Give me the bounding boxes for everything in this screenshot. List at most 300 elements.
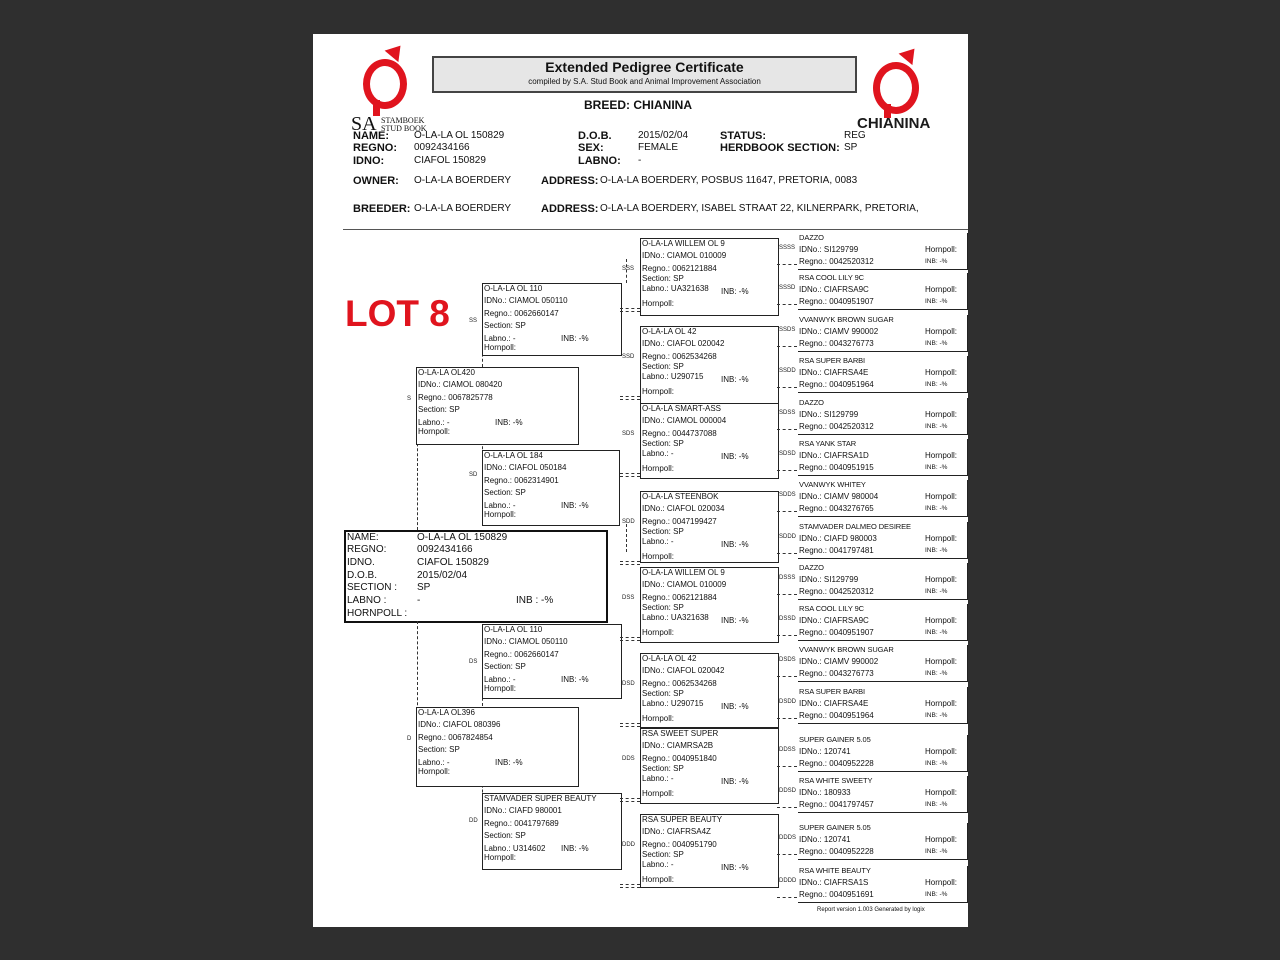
gen4-hornpoll-text: Hornpoll: bbox=[925, 368, 958, 377]
gen3-lab-text: Labno.: - bbox=[642, 449, 674, 458]
box-inb-text: INB: -% bbox=[561, 844, 589, 853]
gen3-inb-text: INB: -% bbox=[721, 777, 749, 786]
gen4-name-text: DAZZO bbox=[799, 563, 824, 572]
gen4-hornpoll-text: Hornpoll: bbox=[925, 747, 958, 756]
gen4-id-text: IDNo.: CIAMV 990002 bbox=[799, 657, 879, 666]
relationship-code: S bbox=[407, 396, 412, 402]
herdbook-label: HERDBOOK SECTION: bbox=[720, 142, 840, 154]
gen4-inb-text: INB: -% bbox=[925, 891, 948, 898]
herdbook-value: SP bbox=[844, 142, 858, 153]
gen4-ancestor-box bbox=[798, 687, 968, 724]
gen4-reg-text: Regno.: 0043276773 bbox=[799, 669, 874, 678]
box-id-text: IDNo.: CIAFOL 050184 bbox=[484, 463, 567, 472]
sire-box bbox=[416, 367, 579, 445]
gen4-inb-text: INB: -% bbox=[925, 423, 948, 430]
gen3-reg-text: Regno.: 0062121884 bbox=[642, 264, 717, 273]
gen3-name-text: O-LA-LA OL 42 bbox=[642, 327, 697, 336]
gen4-reg-text: Regno.: 0041797481 bbox=[799, 546, 874, 555]
box-id-text: IDNo.: CIAMOL 050110 bbox=[484, 296, 568, 305]
gen4-hornpoll-text: Hornpoll: bbox=[925, 245, 958, 254]
gen4-inb-text: INB: -% bbox=[925, 464, 948, 471]
gen3-sec-text: Section: SP bbox=[642, 764, 684, 773]
gen4-connector bbox=[777, 511, 797, 512]
box-lab-text: Labno.: - bbox=[418, 418, 450, 427]
gen3-ancestor-box bbox=[640, 326, 779, 404]
box-lab-text: Labno.: U314602 bbox=[484, 844, 546, 853]
gen3-reg-text: Regno.: 0062534268 bbox=[642, 679, 717, 688]
box-reg-text: Regno.: 0067825778 bbox=[418, 393, 493, 402]
relationship-code: DD bbox=[469, 818, 478, 824]
gen4-reg-text: Regno.: 0040951964 bbox=[799, 380, 874, 389]
gen4-ancestor-box bbox=[798, 866, 968, 903]
gen4-name-text: STAMVADER DALMEO DESIREE bbox=[799, 522, 911, 531]
chianina-ring-icon bbox=[873, 62, 919, 114]
gen4-connector bbox=[777, 346, 797, 347]
dam-dam-box bbox=[482, 793, 622, 870]
gen4-name-text: VVANWYK BROWN SUGAR bbox=[799, 315, 894, 324]
gen3-connector bbox=[620, 396, 640, 400]
gen4-name-text: VVANWYK BROWN SUGAR bbox=[799, 645, 894, 654]
gen3-name-text: RSA SWEET SUPER bbox=[642, 729, 719, 738]
gen4-inb-text: INB: -% bbox=[925, 381, 948, 388]
gen4-reg-text: Regno.: 0042520312 bbox=[799, 257, 874, 266]
gen3-reg-text: Regno.: 0040951840 bbox=[642, 754, 717, 763]
gen3-lab-text: Labno.: - bbox=[642, 537, 674, 546]
gen4-ancestor-box bbox=[798, 776, 968, 813]
breeder-address-value: O-LA-LA BOERDERY, ISABEL STRAAT 22, KILNERPARK, PRETORIA, bbox=[600, 203, 919, 214]
gen4-relationship-code: SSDD bbox=[779, 368, 796, 374]
gen3-connector bbox=[620, 798, 640, 802]
lot-label: LOT 8 bbox=[345, 293, 450, 334]
gen3-relationship-code: SSD bbox=[622, 354, 635, 360]
gen4-connector bbox=[777, 264, 797, 265]
gen3-id-text: IDNo.: CIAMOL 000004 bbox=[642, 416, 727, 425]
subject-hornpoll-label: HORNPOLL : bbox=[347, 608, 408, 619]
sex-label: SEX: bbox=[578, 142, 604, 154]
header-divider bbox=[343, 229, 968, 230]
subject-regno-value: 0092434166 bbox=[417, 544, 473, 555]
box-id-text: IDNo.: CIAMOL 050110 bbox=[484, 637, 568, 646]
gen4-ancestor-box bbox=[798, 735, 968, 772]
gen3-name-text: O-LA-LA SMART-ASS bbox=[642, 404, 721, 413]
gen3-name-text: O-LA-LA WILLEM OL 9 bbox=[642, 568, 725, 577]
logo-sa-text: SA bbox=[351, 113, 377, 135]
box-sec-text: Section: SP bbox=[418, 405, 460, 414]
gen3-sec-text: Section: SP bbox=[642, 850, 684, 859]
gen3-connector bbox=[620, 637, 640, 641]
subject-name-label: NAME: bbox=[347, 532, 379, 543]
gen4-hornpoll-text: Hornpoll: bbox=[925, 285, 958, 294]
gen3-sec-text: Section: SP bbox=[642, 439, 684, 448]
gen4-inb-text: INB: -% bbox=[925, 801, 948, 808]
gen4-ancestor-box bbox=[798, 273, 968, 310]
gen3-id-text: IDNo.: CIAFRSA4Z bbox=[642, 827, 711, 836]
box-id-text: IDNo.: CIAFD 980001 bbox=[484, 806, 562, 815]
gen3-ancestor-box bbox=[640, 403, 779, 479]
gen3-connector bbox=[620, 561, 640, 565]
gen4-hornpoll-text: Hornpoll: bbox=[925, 788, 958, 797]
breeder-value: O-LA-LA BOERDERY bbox=[414, 203, 512, 214]
gen4-hornpoll-text: Hornpoll: bbox=[925, 492, 958, 501]
gen4-reg-text: Regno.: 0043276773 bbox=[799, 339, 874, 348]
gen4-ancestor-box bbox=[798, 315, 968, 352]
gen4-relationship-code: DDSD bbox=[779, 788, 797, 794]
gen3-lab-text: Labno.: UA321638 bbox=[642, 613, 709, 622]
certificate-subtitle: compiled by S.A. Stud Book and Animal Improvement Association bbox=[528, 77, 761, 86]
gen4-reg-text: Regno.: 0040951907 bbox=[799, 297, 874, 306]
box-inb-text: INB: -% bbox=[495, 418, 523, 427]
subject-idno-value: CIAFOL 150829 bbox=[417, 557, 489, 568]
dob-label: D.O.B. bbox=[578, 130, 612, 142]
gen3-name-text: O-LA-LA WILLEM OL 9 bbox=[642, 239, 725, 248]
gen4-name-text: DAZZO bbox=[799, 398, 824, 407]
gen4-name-text: RSA SUPER BARBI bbox=[799, 687, 866, 696]
gen4-id-text: IDNo.: SI129799 bbox=[799, 245, 859, 254]
gen4-hornpoll-text: Hornpoll: bbox=[925, 410, 958, 419]
gen4-ancestor-box bbox=[798, 604, 968, 641]
gen4-inb-text: INB: -% bbox=[925, 340, 948, 347]
gen4-id-text: IDNo.: CIAFRSA4E bbox=[799, 699, 869, 708]
gen4-id-text: IDNo.: CIAFRSA4E bbox=[799, 368, 869, 377]
gen3-inb-text: INB: -% bbox=[721, 452, 749, 461]
gen4-name-text: DAZZO bbox=[799, 233, 824, 242]
box-inb-text: INB: -% bbox=[561, 334, 589, 343]
gen3-inb-text: INB: -% bbox=[721, 702, 749, 711]
gen4-ancestor-box bbox=[798, 480, 968, 517]
gen4-id-text: IDNo.: CIAFRSA9C bbox=[799, 285, 869, 294]
gen3-name-text: O-LA-LA STEENBOK bbox=[642, 492, 719, 501]
gen4-inb-text: INB: -% bbox=[925, 848, 948, 855]
box-inb-text: INB: -% bbox=[561, 675, 589, 684]
gen3-connector bbox=[620, 308, 640, 312]
box-horn-text: Hornpoll: bbox=[418, 767, 451, 776]
box-horn-text: Hornpoll: bbox=[484, 510, 517, 519]
gen4-relationship-code: SSSS bbox=[779, 245, 796, 251]
gen3-ancestor-box bbox=[640, 814, 779, 888]
gen4-reg-text: Regno.: 0040951691 bbox=[799, 890, 874, 899]
gen3-horn-text: Hornpoll: bbox=[642, 464, 675, 473]
gen3-lab-text: Labno.: U290715 bbox=[642, 372, 704, 381]
gen3-horn-text: Hornpoll: bbox=[642, 552, 675, 561]
gen3-inb-text: INB: -% bbox=[721, 540, 749, 549]
gen3-relationship-code: SDS bbox=[622, 431, 635, 437]
box-reg-text: Regno.: 0067824854 bbox=[418, 733, 493, 742]
subject-regno-label: REGNO: bbox=[347, 544, 387, 555]
box-sec-text: Section: SP bbox=[484, 321, 526, 330]
gen3-inb-text: INB: -% bbox=[721, 863, 749, 872]
box-sec-text: Section: SP bbox=[418, 745, 460, 754]
box-horn-text: Hornpoll: bbox=[418, 427, 451, 436]
box-sec-text: Section: SP bbox=[484, 831, 526, 840]
gen4-reg-text: Regno.: 0040951964 bbox=[799, 711, 874, 720]
gen4-connector bbox=[777, 635, 797, 636]
gen3-id-text: IDNo.: CIAMRSA2B bbox=[642, 741, 714, 750]
gen3-inb-text: INB: -% bbox=[721, 287, 749, 296]
sa-studbook-logo bbox=[351, 44, 436, 136]
box-name-text: O-LA-LA OL 110 bbox=[484, 625, 543, 634]
gen4-inb-text: INB: -% bbox=[925, 670, 948, 677]
gen4-connector bbox=[777, 718, 797, 719]
gen4-name-text: RSA YANK STAR bbox=[799, 439, 857, 448]
gen4-hornpoll-text: Hornpoll: bbox=[925, 451, 958, 460]
gen4-relationship-code: SDSD bbox=[779, 451, 796, 457]
sire-sire-box bbox=[482, 283, 622, 356]
gen4-inb-text: INB: -% bbox=[925, 258, 948, 265]
gen4-relationship-code: SDDD bbox=[779, 534, 797, 540]
subject-inb-value: INB : -% bbox=[516, 595, 554, 606]
gen4-name-text: SUPER GAINER 5.05 bbox=[799, 735, 871, 744]
gen4-connector bbox=[777, 897, 797, 898]
subject-dob-label: D.O.B. bbox=[347, 570, 378, 581]
gen3-horn-text: Hornpoll: bbox=[642, 875, 675, 884]
gen3-reg-text: Regno.: 0047199427 bbox=[642, 517, 717, 526]
gen4-inb-text: INB: -% bbox=[925, 588, 948, 595]
gen3-reg-text: Regno.: 0062534268 bbox=[642, 352, 717, 361]
regno-label: REGNO: bbox=[353, 142, 397, 154]
gen3-relationship-code: SDD bbox=[622, 519, 635, 525]
dam-box bbox=[416, 707, 579, 787]
gen4-ancestor-box bbox=[798, 563, 968, 600]
gen4-hornpoll-text: Hornpoll: bbox=[925, 327, 958, 336]
gen3-lab-text: Labno.: U290715 bbox=[642, 699, 704, 708]
logo-stamboek-text: STAMBOEK bbox=[381, 116, 425, 125]
regno-value: 0092434166 bbox=[414, 142, 470, 153]
gen4-reg-text: Regno.: 0040951907 bbox=[799, 628, 874, 637]
box-name-text: O-LA-LA OL 110 bbox=[484, 284, 543, 293]
name-label: NAME: bbox=[353, 130, 390, 142]
box-name-text: O-LA-LA OL420 bbox=[418, 368, 475, 377]
gen3-sec-text: Section: SP bbox=[642, 603, 684, 612]
gen4-name-text: SUPER GAINER 5.05 bbox=[799, 823, 871, 832]
gen4-hornpoll-text: Hornpoll: bbox=[925, 835, 958, 844]
subject-idno-label: IDNO. bbox=[347, 557, 375, 568]
gen4-id-text: IDNo.: 120741 bbox=[799, 747, 851, 756]
gen3-sec-text: Section: SP bbox=[642, 527, 684, 536]
chianina-logo-text: CHIANINA bbox=[857, 115, 931, 132]
box-name-text: STAMVADER SUPER BEAUTY bbox=[484, 794, 597, 803]
box-inb-text: INB: -% bbox=[495, 758, 523, 767]
gen4-id-text: IDNo.: 120741 bbox=[799, 835, 851, 844]
gen4-hornpoll-text: Hornpoll: bbox=[925, 657, 958, 666]
gen3-reg-text: Regno.: 0040951790 bbox=[642, 840, 717, 849]
gen4-name-text: RSA WHITE BEAUTY bbox=[799, 866, 871, 875]
labno-value: - bbox=[638, 155, 642, 166]
gen4-relationship-code: SDDS bbox=[779, 492, 796, 498]
gen3-connector bbox=[620, 884, 640, 888]
gen4-ancestor-box bbox=[798, 233, 968, 270]
labno-label: LABNO: bbox=[578, 155, 621, 167]
box-lab-text: Labno.: - bbox=[484, 501, 516, 510]
box-name-text: O-LA-LA OL396 bbox=[418, 708, 475, 717]
gen4-id-text: IDNo.: CIAFRSA1S bbox=[799, 878, 869, 887]
gen3-ancestor-box bbox=[640, 728, 779, 804]
gen3-reg-text: Regno.: 0044737088 bbox=[642, 429, 717, 438]
status-label: STATUS: bbox=[720, 130, 767, 142]
gen3-ancestor-box bbox=[640, 567, 779, 643]
gen3-id-text: IDNo.: CIAMOL 010009 bbox=[642, 580, 727, 589]
gen4-name-text: RSA SUPER BARBI bbox=[799, 356, 866, 365]
pedigree-certificate-page bbox=[313, 34, 968, 927]
box-sec-text: Section: SP bbox=[484, 662, 526, 671]
gen3-relationship-code: DDD bbox=[622, 842, 635, 848]
gen4-id-text: IDNo.: CIAFD 980003 bbox=[799, 534, 877, 543]
gen4-id-text: IDNo.: CIAMV 980004 bbox=[799, 492, 879, 501]
gen3-relationship-code: DDS bbox=[622, 756, 635, 762]
gen4-connector bbox=[777, 553, 797, 554]
gen4-hornpoll-text: Hornpoll: bbox=[925, 699, 958, 708]
gen4-inb-text: INB: -% bbox=[925, 760, 948, 767]
box-horn-text: Hornpoll: bbox=[484, 684, 517, 693]
gen4-relationship-code: DSSD bbox=[779, 616, 796, 622]
gen4-reg-text: Regno.: 0042520312 bbox=[799, 587, 874, 596]
box-lab-text: Labno.: - bbox=[418, 758, 450, 767]
gen3-horn-text: Hornpoll: bbox=[642, 628, 675, 637]
gen3-horn-text: Hornpoll: bbox=[642, 789, 675, 798]
subject-labno-label: LABNO : bbox=[347, 595, 387, 606]
gen4-connector bbox=[777, 807, 797, 808]
idno-label: IDNO: bbox=[353, 155, 385, 167]
gen4-ancestor-box bbox=[798, 522, 968, 559]
report-footer: Report version 1.003 Generated by logix bbox=[817, 907, 925, 913]
gen3-lab-text: Labno.: - bbox=[642, 860, 674, 869]
gen3-inb-text: INB: -% bbox=[721, 616, 749, 625]
chianina-logo bbox=[853, 44, 953, 134]
gen4-reg-text: Regno.: 0040952228 bbox=[799, 759, 874, 768]
gen4-hornpoll-text: Hornpoll: bbox=[925, 616, 958, 625]
gen4-relationship-code: SDSS bbox=[779, 410, 796, 416]
subject-labno-value: - bbox=[417, 595, 421, 606]
idno-value: CIAFOL 150829 bbox=[414, 155, 486, 166]
gen4-inb-text: INB: -% bbox=[925, 298, 948, 305]
gen3-inb-text: INB: -% bbox=[721, 375, 749, 384]
owner-address-value: O-LA-LA BOERDERY, POSBUS 11647, PRETORIA, 0083 bbox=[600, 175, 858, 186]
logo-studbook-text: STUD BOOK bbox=[381, 124, 427, 133]
gen4-hornpoll-text: Hornpoll: bbox=[925, 534, 958, 543]
gen4-hornpoll-text: Hornpoll: bbox=[925, 575, 958, 584]
gen4-hornpoll-text: Hornpoll: bbox=[925, 878, 958, 887]
owner-label: OWNER: bbox=[353, 175, 399, 187]
gen3-reg-text: Regno.: 0062121884 bbox=[642, 593, 717, 602]
subject-dob-value: 2015/02/04 bbox=[417, 570, 468, 581]
sex-value: FEMALE bbox=[638, 142, 679, 153]
name-value: O-LA-LA OL 150829 bbox=[414, 130, 505, 141]
gen4-ancestor-box bbox=[798, 356, 968, 393]
gen4-ancestor-box bbox=[798, 823, 968, 860]
logo-ring-icon bbox=[363, 59, 407, 109]
breed-heading: BREED: CHIANINA bbox=[584, 98, 692, 112]
gen4-name-text: VVANWYK WHITEY bbox=[799, 480, 866, 489]
chianina-arrow-icon bbox=[899, 43, 922, 65]
subject-animal-box bbox=[344, 530, 608, 623]
gen4-id-text: IDNo.: CIAFRSA1D bbox=[799, 451, 869, 460]
gen4-relationship-code: DSDS bbox=[779, 657, 796, 663]
box-name-text: O-LA-LA OL 184 bbox=[484, 451, 543, 460]
gen3-connector bbox=[620, 473, 640, 477]
gen3-sec-text: Section: SP bbox=[642, 689, 684, 698]
breeder-address-label: ADDRESS: bbox=[541, 203, 599, 215]
box-reg-text: Regno.: 0062660147 bbox=[484, 309, 559, 318]
owner-value: O-LA-LA BOERDERY bbox=[414, 175, 512, 186]
gen4-relationship-code: SSSD bbox=[779, 285, 796, 291]
gen3-connector bbox=[620, 723, 640, 727]
relationship-code: D bbox=[407, 736, 412, 742]
gen4-reg-text: Regno.: 0041797457 bbox=[799, 800, 874, 809]
relationship-code: SD bbox=[469, 472, 478, 478]
gen4-connector bbox=[777, 854, 797, 855]
gen4-reg-text: Regno.: 0042520312 bbox=[799, 422, 874, 431]
gen4-ancestor-box bbox=[798, 398, 968, 435]
certificate-title: Extended Pedigree Certificate bbox=[545, 59, 744, 75]
box-reg-text: Regno.: 0062660147 bbox=[484, 650, 559, 659]
gen4-name-text: RSA COOL LILY 9C bbox=[799, 273, 864, 282]
gen4-connector bbox=[777, 429, 797, 430]
gen3-ancestor-box bbox=[640, 238, 779, 316]
gen4-relationship-code: DDDS bbox=[779, 835, 797, 841]
dam-sire-box bbox=[482, 624, 622, 699]
gen4-id-text: IDNo.: CIAMV 990002 bbox=[799, 327, 879, 336]
gen3-relationship-code: DSD bbox=[622, 681, 635, 687]
gen4-reg-text: Regno.: 0040951915 bbox=[799, 463, 874, 472]
box-lab-text: Labno.: - bbox=[484, 675, 516, 684]
gen4-id-text: IDNo.: SI129799 bbox=[799, 575, 859, 584]
status-value: REG bbox=[844, 130, 866, 141]
gen4-inb-text: INB: -% bbox=[925, 505, 948, 512]
gen4-relationship-code: DSSS bbox=[779, 575, 796, 581]
gen4-relationship-code: DDSS bbox=[779, 747, 796, 753]
gen3-relationship-code: DSS bbox=[622, 595, 635, 601]
box-id-text: IDNo.: CIAFOL 080396 bbox=[418, 720, 501, 729]
gen4-reg-text: Regno.: 0040952228 bbox=[799, 847, 874, 856]
gen3-ancestor-box bbox=[640, 653, 779, 728]
subject-section-value: SP bbox=[417, 582, 431, 593]
gen4-connector bbox=[777, 387, 797, 388]
subject-name-value: O-LA-LA OL 150829 bbox=[417, 532, 508, 543]
gen4-connector bbox=[777, 766, 797, 767]
gen3-lab-text: Labno.: UA321638 bbox=[642, 284, 709, 293]
gen4-name-text: RSA COOL LILY 9C bbox=[799, 604, 864, 613]
gen4-id-text: IDNo.: CIAFRSA9C bbox=[799, 616, 869, 625]
gen4-connector bbox=[777, 594, 797, 595]
gen4-inb-text: INB: -% bbox=[925, 629, 948, 636]
gen3-sec-text: Section: SP bbox=[642, 274, 684, 283]
gen3-horn-text: Hornpoll: bbox=[642, 714, 675, 723]
gen4-relationship-code: DDDD bbox=[779, 878, 797, 884]
box-inb-text: INB: -% bbox=[561, 501, 589, 510]
box-reg-text: Regno.: 0062314901 bbox=[484, 476, 559, 485]
box-sec-text: Section: SP bbox=[484, 488, 526, 497]
gen4-reg-text: Regno.: 0043276765 bbox=[799, 504, 874, 513]
gen4-ancestor-box bbox=[798, 645, 968, 682]
box-horn-text: Hornpoll: bbox=[484, 853, 517, 862]
relationship-code: DS bbox=[469, 659, 478, 665]
gen4-name-text: RSA WHITE SWEETY bbox=[799, 776, 873, 785]
gen4-inb-text: INB: -% bbox=[925, 547, 948, 554]
gen4-connector bbox=[777, 470, 797, 471]
gen4-relationship-code: SSDS bbox=[779, 327, 796, 333]
gen4-relationship-code: DSDD bbox=[779, 699, 797, 705]
gen3-name-text: RSA SUPER BEAUTY bbox=[642, 815, 723, 824]
gen3-id-text: IDNo.: CIAMOL 010009 bbox=[642, 251, 727, 260]
box-id-text: IDNo.: CIAMOL 080420 bbox=[418, 380, 503, 389]
gen4-id-text: IDNo.: SI129799 bbox=[799, 410, 859, 419]
box-horn-text: Hornpoll: bbox=[484, 343, 517, 352]
gen4-ancestor-box bbox=[798, 439, 968, 476]
gen4-inb-text: INB: -% bbox=[925, 712, 948, 719]
owner-address-label: ADDRESS: bbox=[541, 175, 599, 187]
gen4-connector bbox=[777, 304, 797, 305]
gen3-id-text: IDNo.: CIAFOL 020034 bbox=[642, 504, 725, 513]
certificate-title-box bbox=[432, 56, 857, 93]
